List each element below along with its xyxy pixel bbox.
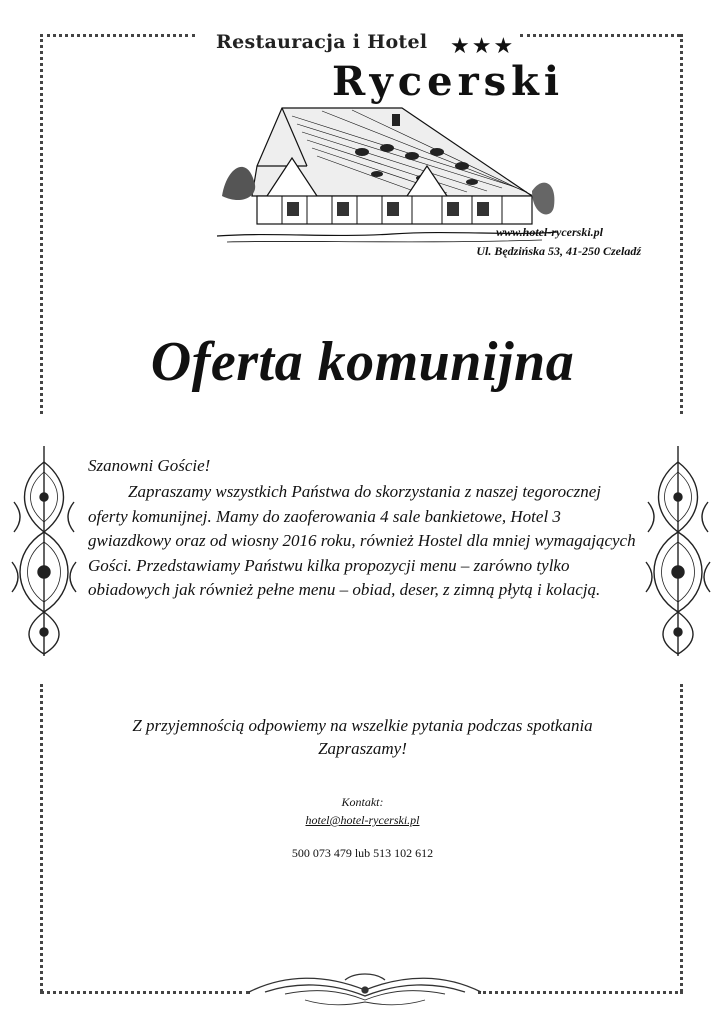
closing-line-2: Zapraszamy! [318,739,407,758]
page-title: Oferta komunijna [150,331,575,393]
closing-text [0,714,725,760]
right-ornament [642,442,714,660]
contact-label: Kontakt: [341,795,384,809]
website-text: www.hotel-rycerski.pl [496,225,603,239]
address-text: Ul. Będzińska 53, 41-250 Czeladź [476,244,641,258]
contact-phones: 500 073 479 lub 513 102 612 [291,846,434,860]
frame-bottom-left [40,991,250,994]
brand-line1: Restauracja i Hotel [216,31,428,53]
frame-top-right [520,34,680,37]
greeting: Szanowni Goście! [88,456,211,475]
brand-stars: ★★★ [450,33,516,58]
brand-name: Rycerski [332,58,565,105]
closing-line-1: Z przyjemnością odpowiemy na wszelkie pytania podczas spotkania [132,716,593,735]
hotel-building-illustration [212,96,562,246]
frame-top-left [40,34,195,37]
frame-bottom-right [478,991,683,994]
contact-email-link[interactable]: hotel@hotel-rycerski.pl [305,813,420,827]
left-ornament [8,442,80,660]
bottom-flourish [245,970,485,1010]
intro-paragraph: Zapraszamy wszystkich Państwa do skorzystania z naszej tegorocznej oferty komunijnej. Mamy do zaoferowania 4 sale bankietowe, Hotel 3 gwiazdkowy oraz od wiosny 2016 roku, również Hostel dla mniej wymagających Gości. Przedstawiamy Państwu kilka propozycji menu – zarówno tylko obiadowych jak również pełne menu – obiad, deser, z zimną płytą i kolacją. [88,482,636,599]
